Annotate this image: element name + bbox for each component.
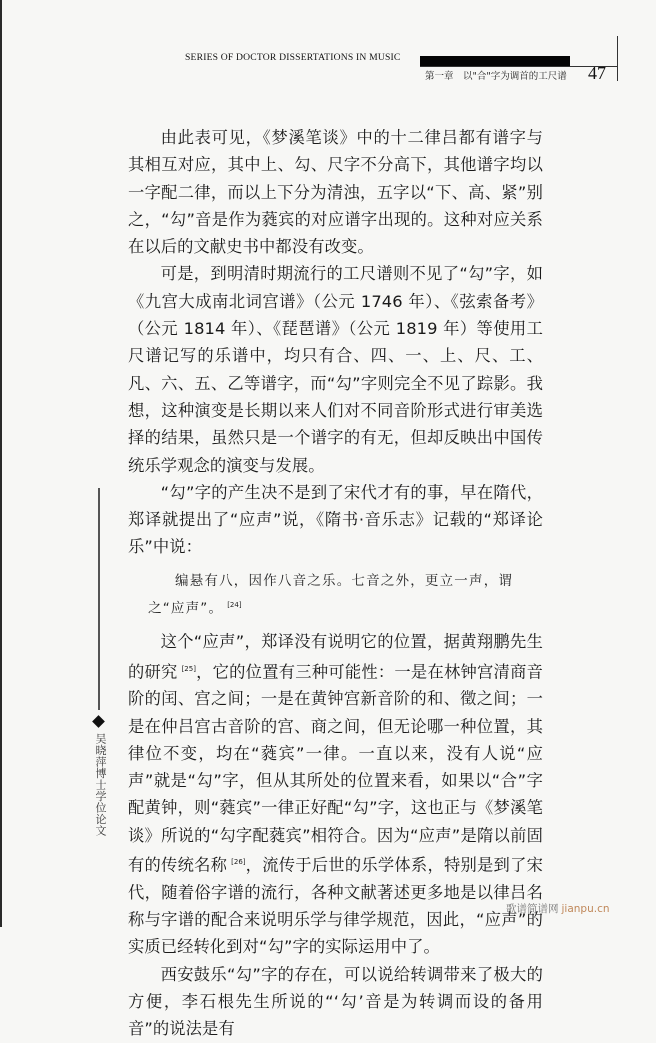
paragraph: “勾”字的产生决不是到了宋代才有的事，早在隋代，郑译就提出了“应声”说，《隋书·音乐志》记载的“郑译论乐”中说： xyxy=(128,482,543,557)
paragraph-text: 这个“应声”，郑译没有说明它的位置，据黄翔鹏先生的研究 xyxy=(128,632,543,681)
paragraph: 可是，到明清时期流行的工尺谱则不见了“勾”字，如《九宫大成南北词宫谱》（公元 1746 年）、《弦索备考》（公元 1814 年）、《琵琶谱》（公元 1819 年）等使用工尺谱记写的乐谱中，均只有合、四、一、上、尺、工、凡、六、五、乙等谱字，而“勾”字则完全不见了踪影。我想，这种演变是长期以来人们对不同音阶形式进行审美选择的结果，虽然只是一个谱字的有无，但却反映出中国传统乐学观念的演变与发展。 xyxy=(128,264,543,475)
page-edge xyxy=(0,0,2,927)
paragraph xyxy=(128,628,543,960)
paragraph: 西安鼓乐“勾”字的存在，可以说给转调带来了极大的方便，李石根先生所说的“‘勾’音是为转调而设的备用音”的说法是有 xyxy=(128,964,543,1039)
paragraph: 由此表可见，《梦溪笔谈》中的十二律吕都有谱字与其相互对应，其中上、勾、尺字不分高下，其他谱字均以一字配二律，而以上下分为清浊，五字以“下、高、紧”别之，“勾”音是作为蕤宾的对应谱字出现的。这种对应关系在以后的文献史书中都没有改变。 xyxy=(128,128,543,257)
diamond-icon xyxy=(92,715,105,728)
body-text xyxy=(128,124,543,1043)
side-rule xyxy=(98,488,100,710)
citation-ref: [26] xyxy=(231,858,246,867)
watermark-site: 歌谱简谱网 xyxy=(506,903,559,915)
citation-ref: [24] xyxy=(227,600,242,609)
side-label: 吴晓萍博士学位论文 xyxy=(94,733,107,837)
watermark-domain: jianpu.cn xyxy=(561,903,610,915)
page-number: 47 xyxy=(588,63,606,83)
chapter-title: 第一章 以"合"字为调首的工尺谱 xyxy=(425,71,567,82)
series-title: SERIES OF DOCTOR DISSERTATIONS IN MUSIC xyxy=(185,52,401,63)
paragraph-text: ，流传于后世的乐学体系，特别是到了宋代，随着俗字谱的流行，各种文献著述更多地是以律吕名称与字谱的配合来说明乐学与律学规范，因此，“应声”的实质已经转化到对“勾”字的实际运用中了。 xyxy=(128,855,543,957)
header-vertical-rule xyxy=(617,36,618,81)
quote-text: 编悬有八，因作八音之乐。七音之外，更立一声，谓之“应声”。 xyxy=(148,572,514,617)
paragraph-text: ，它的位置有三种可能性：一是在林钟宫清商音阶的闰、宫之间；一是在黄钟宫新音阶的和、徵之间；一是在仲吕宫古音阶的宫、商之间，但无论哪一种位置，其律位不变，均在“蕤宾”一律。一直以来，没有人说“应声”就是“勾”字，但从其所处的位置来看，如果以“合”字配黄钟，则“蕤宾”一律正好配“勾”字，这也正与《梦溪笔谈》所说的“勾字配蕤宾”相符合。因为“应声”是隋以前固有的传统名称 xyxy=(128,661,543,875)
block-quote xyxy=(128,569,543,621)
watermark xyxy=(506,901,610,916)
citation-ref: [25] xyxy=(181,664,196,673)
